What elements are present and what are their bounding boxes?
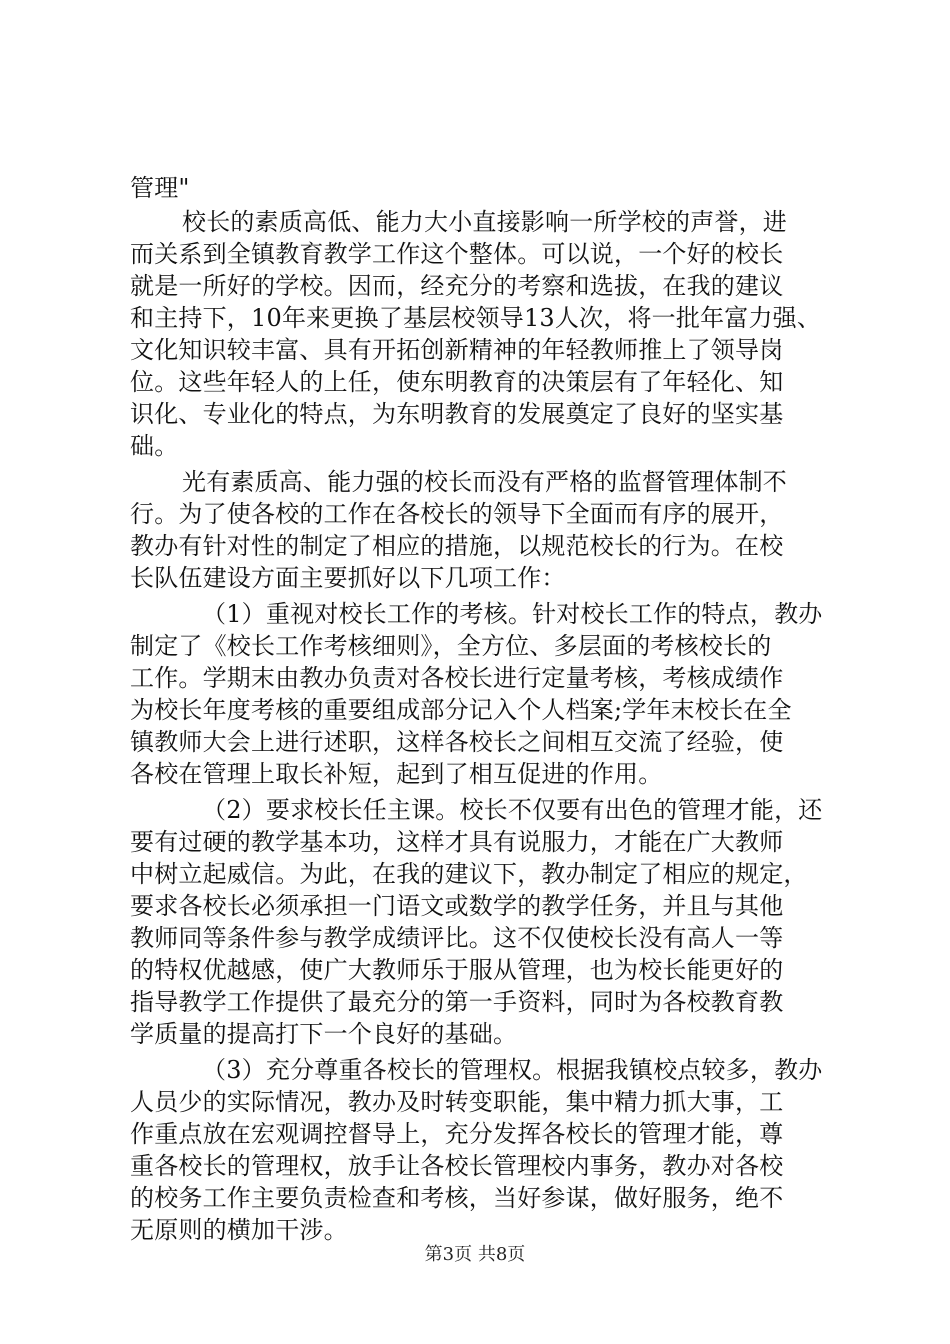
text-line: 础。 bbox=[130, 432, 179, 460]
text-line: 重各校长的管理权，放手让各校长管理校内事务，教办对各校 bbox=[130, 1152, 784, 1180]
paragraph-item-1 bbox=[130, 598, 842, 790]
text-line: 工作。学期末由教办负责对各校长进行定量考核，考核成绩作 bbox=[130, 664, 784, 692]
text-line: 为校长年度考核的重要组成部分记入个人档案;学年末校长在全 bbox=[130, 696, 792, 724]
text-line: 光有素质高、能力强的校长而没有严格的监督管理体制不 bbox=[182, 468, 787, 496]
text-line: （1）重视对校长工作的考核。针对校长工作的特点，教办 bbox=[202, 600, 823, 628]
text-line: 学质量的提高打下一个良好的基础。 bbox=[130, 1020, 518, 1048]
text-line: 校长的素质高低、能力大小直接影响一所学校的声誉，进 bbox=[182, 208, 787, 236]
text-line: 长队伍建设方面主要抓好以下几项工作： bbox=[130, 564, 566, 592]
text-line: 作重点放在宏观调控督导上，充分发挥各校长的管理才能，尊 bbox=[130, 1120, 784, 1148]
text-line: 要求各校长必须承担一门语文或数学的教学任务，并且与其他 bbox=[130, 892, 784, 920]
text-line: 教办有针对性的制定了相应的措施，以规范校长的行为。在校 bbox=[130, 532, 784, 560]
paragraph-item-2 bbox=[130, 794, 842, 1050]
text-line: 和主持下，10年来更换了基层校领导13人次，将一批年富力强、 bbox=[130, 304, 822, 332]
text-line: 各校在管理上取长补短，起到了相互促进的作用。 bbox=[130, 760, 663, 788]
page-number: 第3页 共8页 bbox=[424, 1244, 526, 1265]
text-line: 管理" bbox=[130, 174, 190, 202]
text-line: 人员少的实际情况，教办及时转变职能，集中精力抓大事，工 bbox=[130, 1088, 784, 1116]
text-line: 镇教师大会上进行述职，这样各校长之间相互交流了经验，使 bbox=[130, 728, 784, 756]
text-line: 制定了《校长工作考核细则》，全方位、多层面的考核校长的 bbox=[130, 632, 772, 660]
text-line: 行。为了使各校的工作在各校长的领导下全面而有序的展开， bbox=[130, 500, 784, 528]
text-line: 位。这些年轻人的上任，使东明教育的决策层有了年轻化、知 bbox=[130, 368, 784, 396]
text-line: 文化知识较丰富、具有开拓创新精神的年轻教师推上了领导岗 bbox=[130, 336, 784, 364]
text-line: （2）要求校长任主课。校长不仅要有出色的管理才能，还 bbox=[202, 796, 823, 824]
text-line: 识化、专业化的特点，为东明教育的发展奠定了良好的坚实基 bbox=[130, 400, 784, 428]
paragraph-supervision bbox=[130, 466, 842, 594]
text-line: 教师同等条件参与教学成绩评比。这不仅使校长没有高人一等 bbox=[130, 924, 784, 952]
text-line: 而关系到全镇教育教学工作这个整体。可以说，一个好的校长 bbox=[130, 240, 784, 268]
text-line: 的校务工作主要负责检查和考核，当好参谋，做好服务，绝不 bbox=[130, 1184, 784, 1212]
text-line: 的特权优越感，使广大教师乐于服从管理，也为校长能更好的 bbox=[130, 956, 784, 984]
paragraph-item-3 bbox=[130, 1054, 842, 1246]
text-line: （3）充分尊重各校长的管理权。根据我镇校点较多，教办 bbox=[202, 1056, 823, 1084]
text-line: 要有过硬的教学基本功，这样才具有说服力，才能在广大教师 bbox=[130, 828, 784, 856]
text-line: 中树立起威信。为此，在我的建议下，教办制定了相应的规定， bbox=[130, 860, 808, 888]
text-line: 无原则的横加干涉。 bbox=[130, 1216, 348, 1244]
paragraph-school-principal-quality bbox=[130, 206, 842, 462]
text-line: 就是一所好的学校。因而，经充分的考察和选拔，在我的建议 bbox=[130, 272, 784, 300]
document-body bbox=[130, 172, 842, 1250]
text-line: 指导教学工作提供了最充分的第一手资料，同时为各校教育教 bbox=[130, 988, 784, 1016]
